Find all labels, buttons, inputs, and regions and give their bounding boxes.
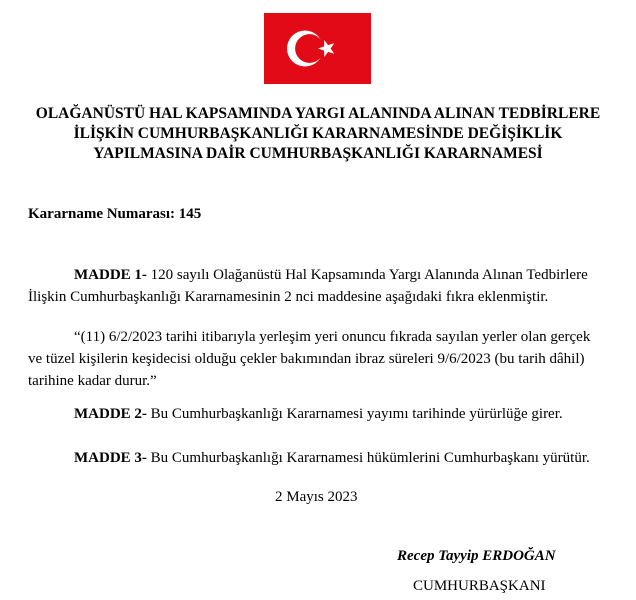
article-3-line [28, 447, 608, 469]
added-paragraph-line: ve tüzel kişilerin keşidecisi olduğu çekler bakımından ibraz süreleri 9/6/2023 (bu tarih dâhil) [28, 351, 585, 367]
article-2 [28, 403, 608, 425]
decree-number: Kararname Numarası: 145 [28, 206, 202, 222]
article-text: 120 sayılı Olağanüstü Hal Kapsamında Yargı Alanında Alınan Tedbirlere [150, 267, 588, 283]
title-line: YAPILMASINA DAİR CUMHURBAŞKANLIĞI KARARNAMESİ [93, 145, 543, 162]
article-2-line [28, 403, 608, 425]
article-text: Bu Cumhurbaşkanlığı Kararnamesi hükümlerini Cumhurbaşkanı yürütür. [150, 450, 590, 466]
added-paragraph [28, 326, 608, 392]
article-1-line [28, 264, 608, 286]
article-1-line: İlişkin Cumhurbaşkanlığı Kararnamesinin 2 nci maddesine aşağıdaki fıkra eklenmiştir. [28, 289, 549, 305]
title-line: OLAĞANÜSTÜ HAL KAPSAMINDA YARGI ALANINDA ALINAN TEDBİRLERE [35, 105, 601, 122]
added-paragraph-line: tarihine kadar durur.” [28, 373, 157, 389]
article-text: Bu Cumhurbaşkanlığı Kararnamesi yayımı tarihinde yürürlüğe girer. [150, 406, 563, 422]
article-1 [28, 264, 608, 308]
title-line: İLİŞKİN CUMHURBAŞKANLIĞI KARARNAMESİNDE DEĞİŞİKLİK [73, 125, 563, 142]
turkish-flag-icon [264, 13, 371, 84]
article-label: MADDE 3- [74, 450, 147, 466]
decree-date: 2 Mayıs 2023 [275, 489, 358, 505]
decree-title [20, 104, 616, 164]
signatory-title: CUMHURBAŞKANI [413, 578, 546, 594]
article-label: MADDE 2- [74, 406, 147, 422]
added-paragraph-line: “(11) 6/2/2023 tarihi itibarıyla yerleşim yeri onuncu fıkrada sayılan yerler olan gerçek [74, 329, 591, 345]
article-label: MADDE 1- [74, 267, 147, 283]
article-3 [28, 447, 608, 469]
signatory-name: Recep Tayyip ERDOĞAN [397, 548, 556, 564]
